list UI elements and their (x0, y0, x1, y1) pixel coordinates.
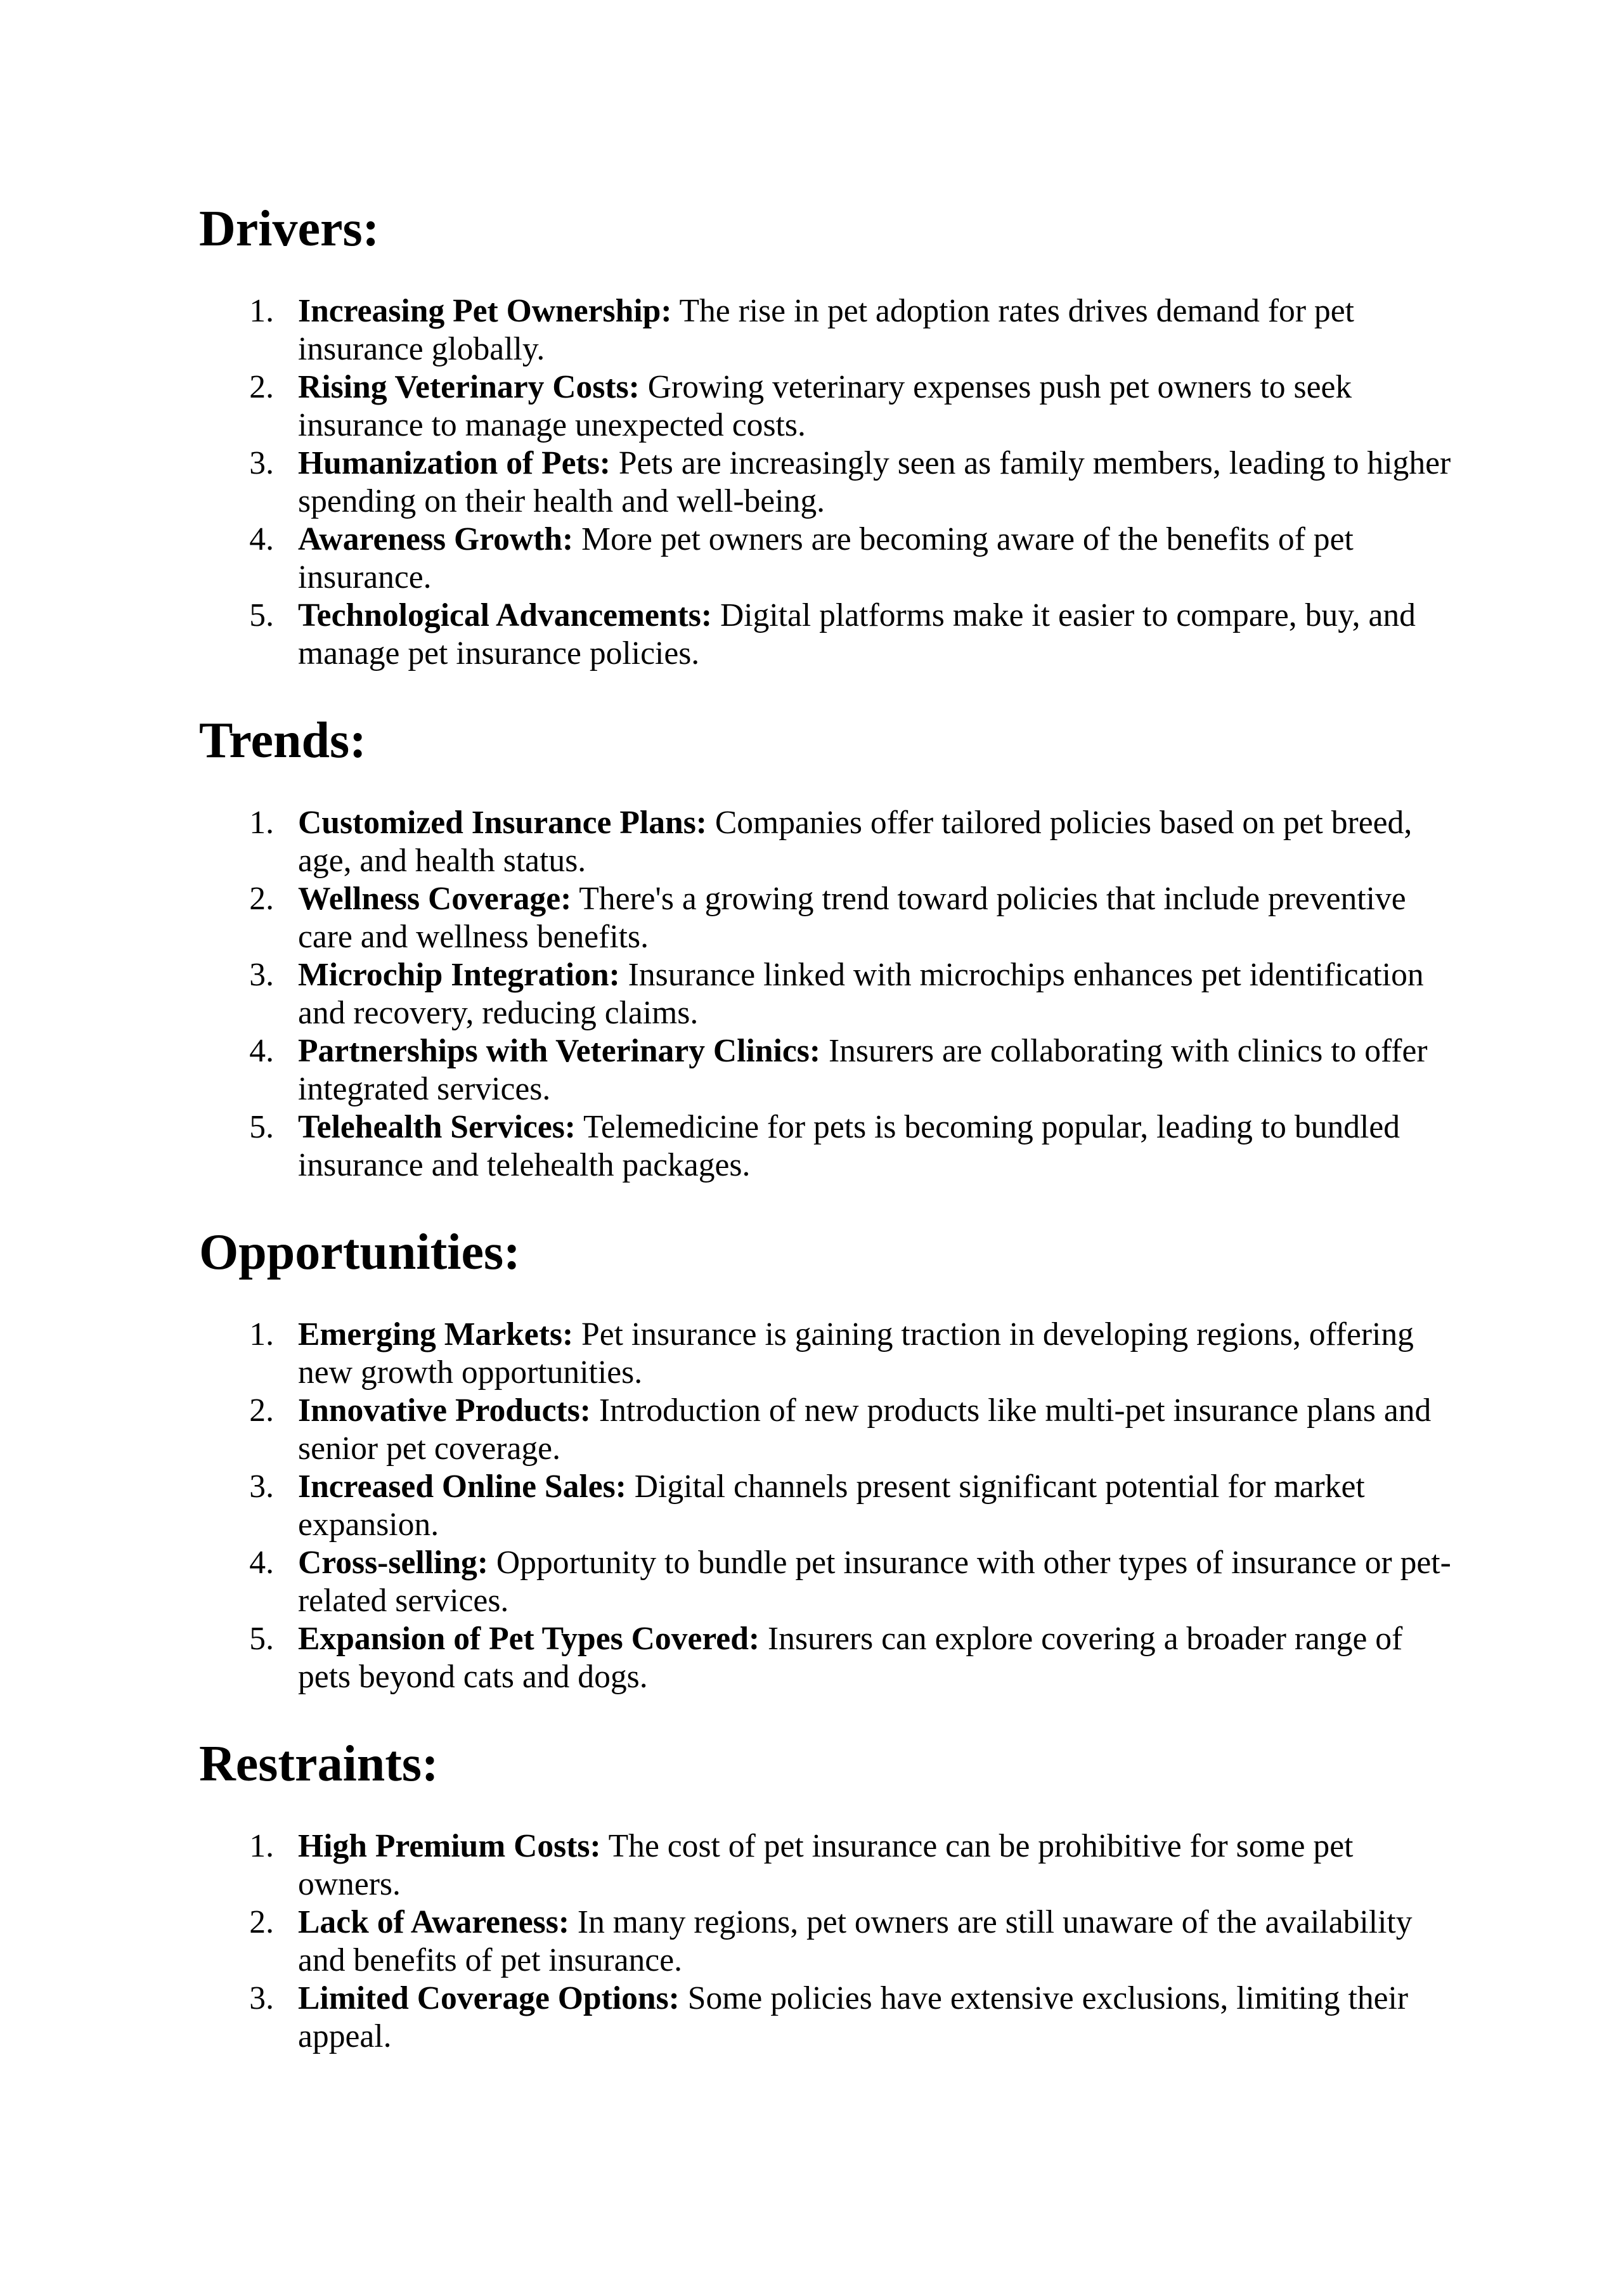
list-item-term: Increasing Pet Ownership: (298, 293, 672, 329)
section-list-opportunities (199, 1316, 1452, 1696)
list-item-number: 5. (249, 1109, 274, 1145)
list-item-number: 1. (249, 1316, 274, 1352)
list-item-description: Insurance linked with microchips enhances pet identification and recovery, reducing claims. (298, 957, 1424, 1031)
list-item-description: Insurers are collaborating with clinics to offer integrated services. (298, 1033, 1428, 1107)
list-item-number: 1. (249, 1828, 274, 1864)
list-item (199, 880, 1452, 956)
list-item (199, 368, 1452, 444)
list-item-number: 3. (249, 1980, 274, 2016)
list-item-description: Introduction of new products like multi-pet insurance plans and senior pet coverage. (298, 1392, 1432, 1467)
list-item-description: Growing veterinary expenses push pet owners to seek insurance to manage unexpected costs. (298, 369, 1352, 443)
list-item (199, 1032, 1452, 1108)
list-item-term: Microchip Integration: (298, 957, 620, 993)
list-item-term: Increased Online Sales: (298, 1469, 626, 1505)
list-item-number: 5. (249, 597, 274, 633)
list-item (199, 292, 1452, 368)
list-item-description: There's a growing trend toward policies that include preventive care and wellness benefits. (298, 881, 1406, 955)
list-item (199, 1620, 1452, 1696)
list-item-description: Pets are increasingly seen as family members, leading to higher spending on their health and well-being. (298, 445, 1451, 519)
list-item (199, 1468, 1452, 1544)
section-heading-drivers: Drivers: (199, 201, 380, 257)
list-item-number: 1. (249, 805, 274, 841)
list-item-number: 2. (249, 1904, 274, 1940)
list-item-description: Insurers can explore covering a broader range of pets beyond cats and dogs. (298, 1621, 1403, 1695)
list-item-description: Digital channels present significant potential for market expansion. (298, 1469, 1365, 1543)
list-item-term: Customized Insurance Plans: (298, 805, 707, 841)
list-item-description: Some policies have extensive exclusions, limiting their appeal. (298, 1980, 1409, 2054)
list-item-description: More pet owners are becoming aware of the benefits of pet insurance. (298, 521, 1354, 595)
list-item-number: 1. (249, 293, 274, 329)
list-item (199, 1392, 1452, 1468)
section-list-restraints (199, 1827, 1452, 2056)
list-item-term: Humanization of Pets: (298, 445, 611, 481)
section-list-trends (199, 804, 1452, 1184)
list-item (199, 1980, 1452, 2056)
list-item (199, 1827, 1452, 1904)
list-item-number: 4. (249, 1033, 274, 1069)
list-item (199, 1904, 1452, 1980)
section-heading-opportunities: Opportunities: (199, 1224, 521, 1280)
list-item (199, 804, 1452, 880)
list-item-number: 3. (249, 1469, 274, 1505)
list-item-description: Digital platforms make it easier to compare, buy, and manage pet insurance policies. (298, 597, 1416, 671)
list-item-term: Technological Advancements: (298, 597, 713, 633)
list-item-term: High Premium Costs: (298, 1828, 601, 1864)
list-item-number: 3. (249, 445, 274, 481)
list-item-term: Rising Veterinary Costs: (298, 369, 640, 405)
list-item-number: 4. (249, 521, 274, 557)
section-heading-restraints: Restraints: (199, 1736, 439, 1792)
list-item-number: 4. (249, 1545, 274, 1581)
list-item-description: In many regions, pet owners are still unaware of the availability and benefits of pet insurance. (298, 1904, 1413, 1978)
list-item-term: Lack of Awareness: (298, 1904, 570, 1940)
list-item-term: Expansion of Pet Types Covered: (298, 1621, 760, 1657)
list-item (199, 1316, 1452, 1392)
list-item-term: Emerging Markets: (298, 1316, 574, 1352)
document-page (199, 200, 1452, 2095)
list-item (199, 444, 1452, 521)
list-item-description: The rise in pet adoption rates drives demand for pet insurance globally. (298, 293, 1354, 367)
list-item (199, 1108, 1452, 1184)
list-item-term: Innovative Products: (298, 1392, 591, 1429)
section-heading-trends: Trends: (199, 713, 366, 769)
list-item-term: Limited Coverage Options: (298, 1980, 680, 2016)
list-item-term: Awareness Growth: (298, 521, 574, 557)
list-item-term: Cross-selling: (298, 1545, 489, 1581)
list-item-number: 2. (249, 1392, 274, 1429)
list-item (199, 956, 1452, 1032)
list-item-description: Telemedicine for pets is becoming popular, leading to bundled insurance and telehealth packages. (298, 1109, 1400, 1183)
list-item (199, 521, 1452, 597)
list-item (199, 597, 1452, 673)
list-item-description: Pet insurance is gaining traction in developing regions, offering new growth opportunities. (298, 1316, 1414, 1391)
list-item-term: Telehealth Services: (298, 1109, 576, 1145)
list-item-description: Companies offer tailored policies based on pet breed, age, and health status. (298, 805, 1413, 879)
list-item-description: Opportunity to bundle pet insurance with other types of insurance or pet-related services. (298, 1545, 1451, 1619)
section-list-drivers (199, 292, 1452, 673)
list-item-number: 2. (249, 369, 274, 405)
list-item-number: 2. (249, 881, 274, 917)
list-item-number: 5. (249, 1621, 274, 1657)
list-item-term: Wellness Coverage: (298, 881, 572, 917)
list-item-description: The cost of pet insurance can be prohibitive for some pet owners. (298, 1828, 1354, 1902)
list-item-number: 3. (249, 957, 274, 993)
list-item (199, 1544, 1452, 1620)
list-item-term: Partnerships with Veterinary Clinics: (298, 1033, 821, 1069)
